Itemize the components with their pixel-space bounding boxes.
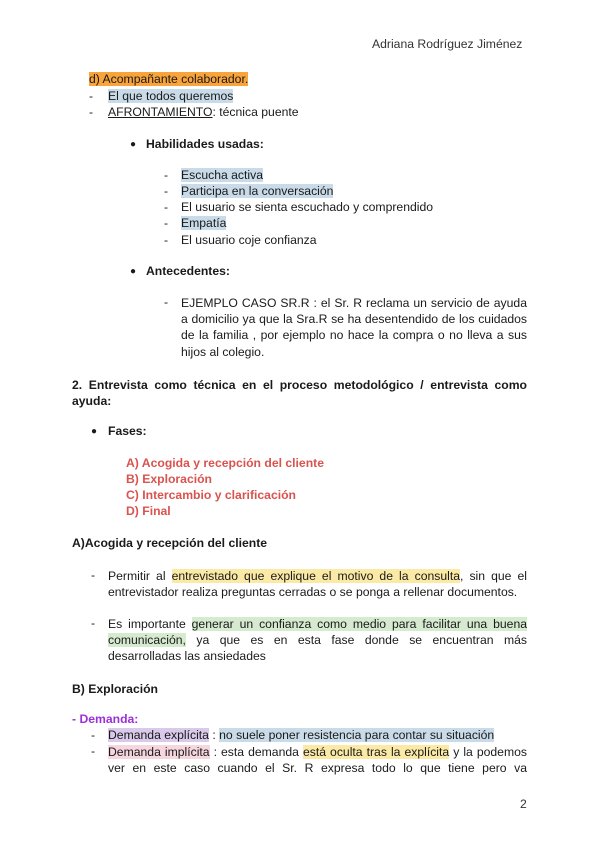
list-item: Empatía: [181, 216, 227, 230]
demanda-implicita-item: [108, 744, 527, 776]
list-item: El que todos queremos: [108, 89, 234, 103]
text-run: ya que es en esta fase donde se encuentran más: [185, 633, 527, 648]
demanda-explicita-item: [108, 728, 494, 742]
fases-heading: Fases:: [108, 424, 147, 438]
section-a-paragraph-2: [108, 616, 527, 665]
dash: -: [91, 744, 96, 758]
fase-item: A) Acogida y recepción del cliente: [126, 456, 324, 470]
text-line: [108, 568, 527, 584]
page-number: 2: [520, 797, 527, 811]
text-run: Es importante: [108, 617, 192, 631]
antecedentes-heading: Antecedentes:: [146, 264, 230, 278]
text-line: hijos al colegio.: [181, 344, 265, 359]
section-a-heading: A)Acogida y recepción del cliente: [72, 536, 268, 550]
dash: -: [89, 105, 94, 119]
title-line: 2. Entrevista como técnica en el proceso metodológico / entrevista como: [72, 378, 527, 392]
text-line: [108, 616, 527, 632]
bullet-icon: ●: [130, 139, 137, 150]
text-line: [108, 744, 527, 760]
demanda-explicita-label: Demanda explícita: [108, 728, 209, 742]
dash: -: [164, 295, 169, 309]
afrontamiento-label: AFRONTAMIENTO: [108, 105, 213, 119]
list-item: El usuario se sienta escuchado y comprendido: [181, 200, 434, 214]
dash: -: [164, 216, 169, 230]
text-line: a domicilio ya que la Sra.R se ha desentendido de los cuidados: [181, 312, 527, 327]
dash: -: [164, 233, 169, 247]
highlight-run: está oculta tras la explícita: [302, 745, 450, 759]
fase-item: B) Exploración: [126, 472, 213, 486]
antecedentes-paragraph: [181, 295, 527, 360]
text-line: de la familia , por ejemplo no hace la compra o no lleva a sus: [181, 328, 527, 343]
fase-item: D) Final: [126, 504, 171, 518]
demanda-implicita-label: Demanda implícita: [108, 745, 210, 759]
text-run: Permitir al: [108, 569, 172, 583]
highlight-run: comunicación,: [108, 633, 186, 648]
bullet-icon: ●: [91, 426, 98, 437]
text-line: ver en este caso cuando el Sr. R expresa todo lo que tiene pero va: [108, 761, 527, 776]
fase-item: C) Intercambio y clarificación: [126, 488, 297, 502]
dash: -: [91, 728, 96, 742]
demanda-heading: - Demanda:: [72, 712, 139, 726]
dash: -: [164, 200, 169, 214]
text-line: entrevistador realiza preguntas cerradas o se ponga a rellenar documentos.: [108, 585, 518, 600]
text-run: :: [208, 728, 220, 742]
list-item: [108, 105, 299, 119]
text-line: [108, 632, 527, 648]
afrontamiento-text: : técnica puente: [212, 105, 299, 119]
text-run: : esta demanda: [209, 745, 303, 759]
title-line: ayuda:: [72, 394, 112, 409]
text-line: EJEMPLO CASO SR.R : el Sr. R reclama un servicio de ayuda: [181, 296, 527, 310]
habilidades-heading: Habilidades usadas:: [146, 137, 264, 151]
section-d-title: d) Acompañante colaborador.: [89, 72, 249, 86]
section-b-heading: B) Exploración: [72, 682, 159, 696]
section-2-title: [72, 377, 527, 409]
list-item: Escucha activa: [181, 168, 263, 182]
text-line: desarrolladas las ansiedades: [108, 649, 266, 664]
dash: -: [164, 184, 169, 198]
dash: -: [91, 568, 96, 582]
text-run: , sin que el: [460, 569, 527, 583]
list-item: El usuario coje confianza: [181, 233, 317, 247]
list-item: Participa en la conversación: [181, 184, 334, 198]
dash: -: [164, 168, 169, 182]
highlight-run: no suele poner resistencia para contar su situación: [219, 728, 495, 742]
page-header-author: Adriana Rodríguez Jiménez: [372, 37, 523, 51]
dash: -: [89, 89, 94, 103]
highlight-run: entrevistado que explique el motivo de la consulta: [171, 569, 460, 583]
section-a-paragraph-1: [108, 568, 527, 600]
text-run: y la podemos: [449, 745, 527, 759]
dash: -: [91, 616, 96, 630]
highlight-run: generar un confianza como medio para facilitar una buena: [191, 617, 527, 631]
bullet-icon: ●: [130, 266, 137, 277]
